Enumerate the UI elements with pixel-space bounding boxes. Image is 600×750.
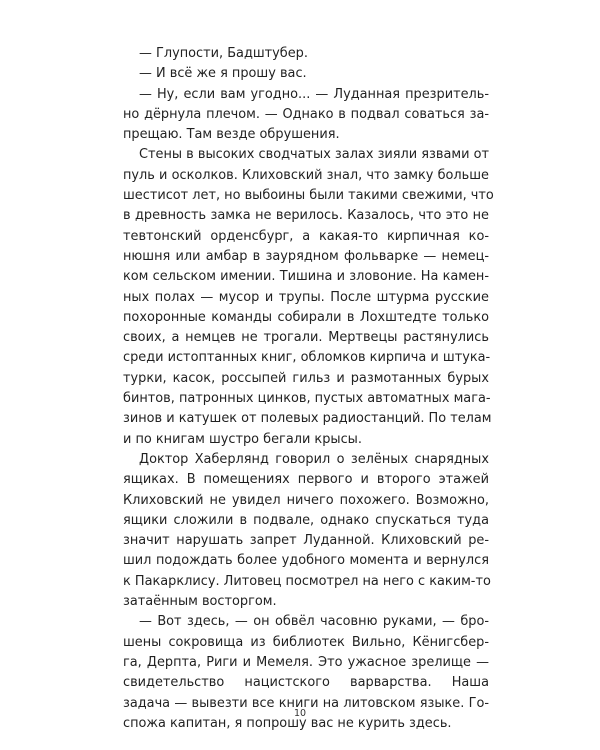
text-line: ящиках. В помещениях первого и второго этажей xyxy=(123,472,489,488)
text-line: — Глупости, Бадштубер. xyxy=(139,46,308,61)
text-line: Клиховский не увидел ничего похожего. Возможно, xyxy=(123,492,489,508)
text-line: свидетельство нацистского варварства. Наша xyxy=(123,675,489,691)
text-line: га, Дерпта, Риги и Мемеля. Это ужасное зрелище — xyxy=(123,654,489,670)
text-line: шены сокровища из библиотек Вильно, Кёнигсбер- xyxy=(123,634,489,650)
text-line: спожа капитан, я попрошу вас не курить здесь. xyxy=(123,715,452,731)
text-line: зинов и катушек от полевых радиостанций. По телам xyxy=(123,411,492,427)
page-number: 10 xyxy=(293,708,307,719)
text-line: шил подождать более удобного момента и вернулся xyxy=(123,553,489,569)
text-line: — И всё же я прошу вас. xyxy=(139,66,307,82)
text-line: в древность замка не верилось. Казалось, что это не xyxy=(123,208,489,224)
text-line: задача — вывезти все книги на литовском языке. Го- xyxy=(123,695,489,711)
text-line: ящики сложили в подвале, однако спускаться туда xyxy=(123,512,489,528)
text-line: прещаю. Там везде обрушения. xyxy=(123,127,340,143)
text-line: Доктор Хаберлянд говорил о зелёных снарядных xyxy=(139,451,489,467)
text-line: турки, касок, россыпей гильз и размотанных бурых xyxy=(123,370,489,386)
text-line: нюшня или амбар в заурядном фольварке — немец- xyxy=(123,248,489,264)
text-line: — Ну, если вам угодно... — Луданная презритель- xyxy=(139,86,489,102)
text-line: затаённым восторгом. xyxy=(123,594,277,610)
text-line: шестисот лет, но выбоины были такими свежими, что xyxy=(123,188,494,204)
text-line: тевтонский орденсбург, а какая-то кирпичная ко- xyxy=(123,228,489,244)
body-text xyxy=(123,44,494,734)
text-line: — Вот здесь, — он обвёл часовню руками, — бро- xyxy=(139,614,489,630)
text-line: среди истоптанных книг, обломков кирпича и штука- xyxy=(123,350,491,366)
text-line: Стены в высоких сводчатых залах зияли язвами от xyxy=(139,147,489,163)
text-line: своих, а немцев не трогали. Мертвецы растянулись xyxy=(123,330,489,346)
text-line: пуль и осколков. Клиховский знал, что замку больше xyxy=(123,167,489,183)
text-line: похоронные команды собирали в Лохштедте только xyxy=(123,309,489,325)
text-line: ных полах — мусор и трупы. После штурма русские xyxy=(123,289,489,305)
text-line: ком сельском имении. Тишина и зловоние. На камен- xyxy=(123,269,489,285)
text-line: бинтов, патронных цинков, пустых автоматных мага- xyxy=(123,391,491,407)
text-line: и по книгам шустро бегали крысы. xyxy=(123,431,362,447)
text-line: к Пакарклису. Литовец посмотрел на него с каким-то xyxy=(123,573,491,589)
text-line: значит нарушать запрет Луданной. Клиховский ре- xyxy=(123,533,489,549)
text-line: но дёрнула плечом. — Однако в подвал соваться за- xyxy=(123,106,489,122)
